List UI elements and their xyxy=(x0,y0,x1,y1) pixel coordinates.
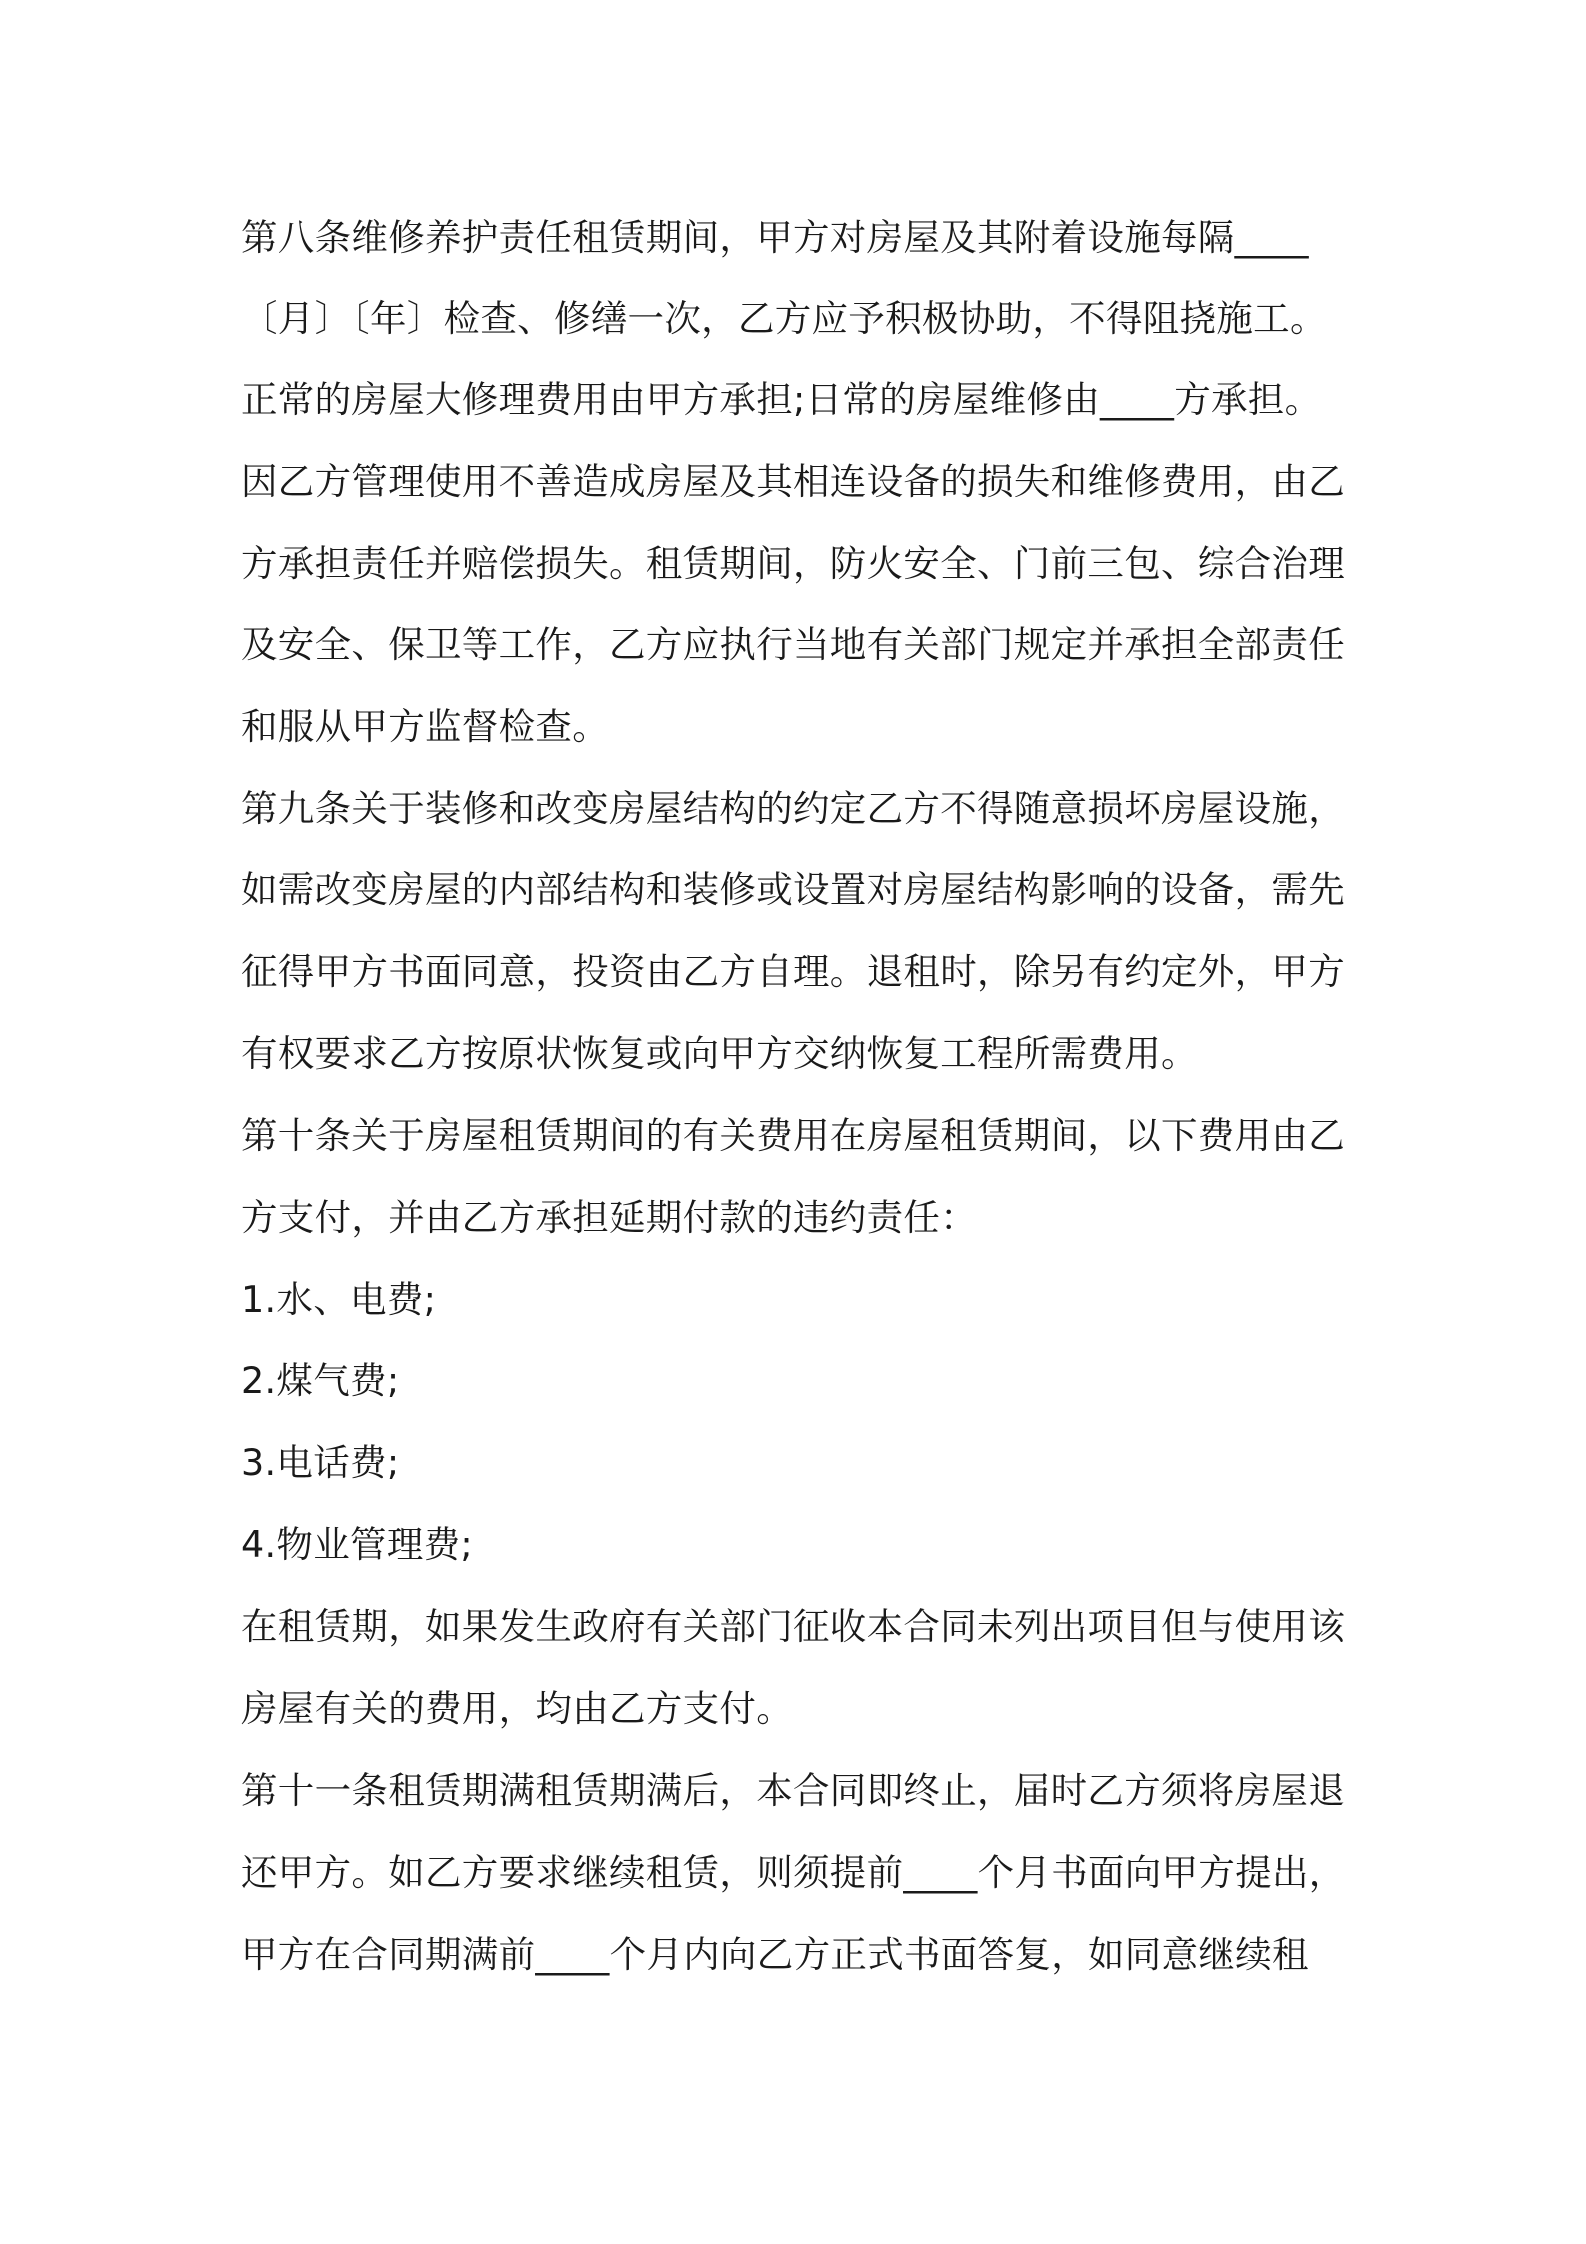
text-line: 及安全、保卫等工作，乙方应执行当地有关部门规定并承担全部责任 xyxy=(241,623,1345,666)
text-line: 第十条关于房屋租赁期间的有关费用在房屋租赁期间，以下费用由乙 xyxy=(241,1114,1345,1157)
text-line: 方支付，并由乙方承担延期付款的违约责任： xyxy=(241,1196,977,1239)
text-line: 第九条关于装修和改变房屋结构的约定乙方不得随意损坏房屋设施， xyxy=(241,787,1345,830)
text-line: 正常的房屋大修理费用由甲方承担;日常的房屋维修由____方承担。 xyxy=(241,378,1322,421)
text-line: 和服从甲方监督检查。 xyxy=(241,705,609,748)
text-line: 有权要求乙方按原状恢复或向甲方交纳恢复工程所需费用。 xyxy=(241,1032,1198,1075)
list-item: 4.物业管理费; xyxy=(241,1523,474,1566)
text-line: 甲方在合同期满前____个月内向乙方正式书面答复，如同意继续租 xyxy=(241,1933,1309,1976)
text-line: 如需改变房屋的内部结构和装修或设置对房屋结构影响的设备，需先 xyxy=(241,868,1345,911)
list-item: 3.电话费; xyxy=(241,1441,400,1484)
text-line: 还甲方。如乙方要求继续租赁，则须提前____个月书面向甲方提出， xyxy=(241,1851,1346,1894)
text-line: 在租赁期，如果发生政府有关部门征收本合同未列出项目但与使用该 xyxy=(241,1605,1345,1648)
text-line: 第十一条租赁期满租赁期满后，本合同即终止，届时乙方须将房屋退 xyxy=(241,1769,1345,1812)
list-item: 2.煤气费; xyxy=(241,1359,400,1402)
text-line: 第八条维修养护责任租赁期间，甲方对房屋及其附着设施每隔____ xyxy=(241,216,1309,259)
text-line: 方承担责任并赔偿损失。租赁期间，防火安全、门前三包、综合治理 xyxy=(241,542,1345,585)
text-line: 征得甲方书面同意，投资由乙方自理。退租时，除另有约定外，甲方 xyxy=(241,950,1345,993)
text-line: 因乙方管理使用不善造成房屋及其相连设备的损失和维修费用，由乙 xyxy=(241,460,1345,503)
text-line: 房屋有关的费用，均由乙方支付。 xyxy=(241,1687,793,1730)
list-item: 1.水、电费; xyxy=(241,1278,437,1321)
text-line: 〔月〕〔年〕检查、修缮一次，乙方应予积极协助，不得阻挠施工。 xyxy=(241,297,1327,340)
